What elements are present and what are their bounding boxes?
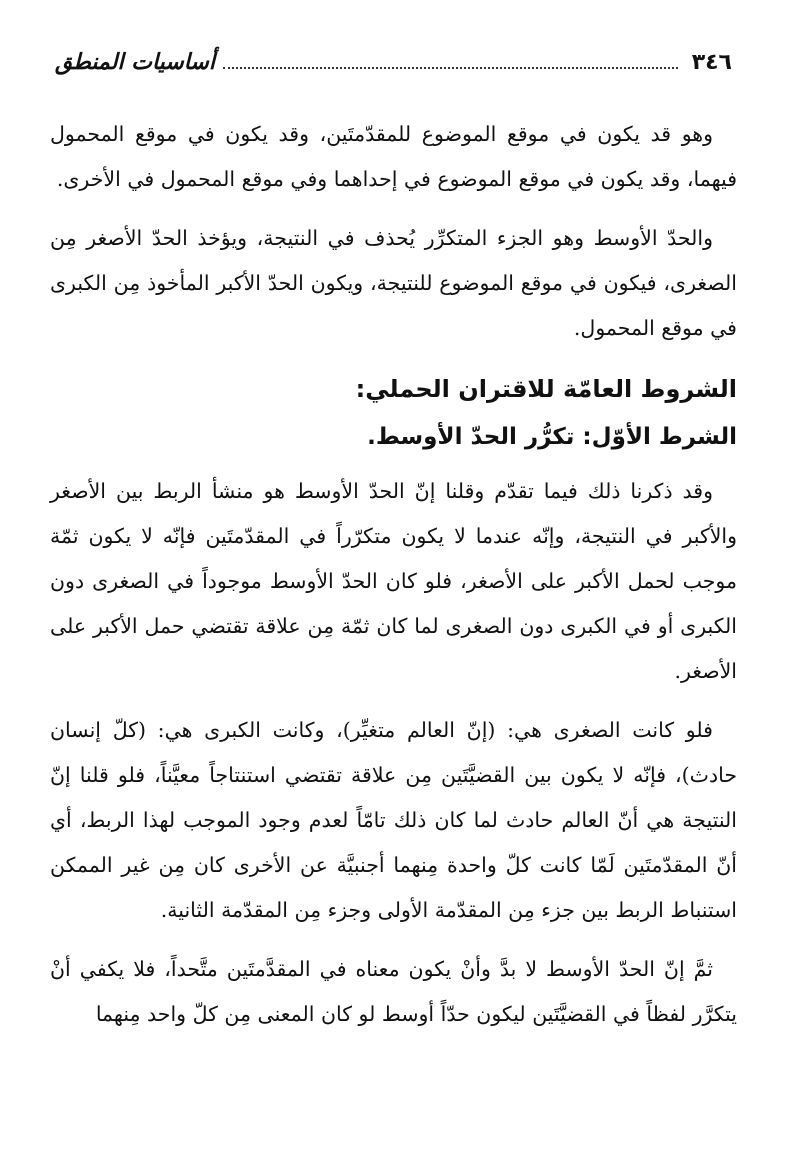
page-body <box>50 112 737 1051</box>
paragraph-3: وقد ذكرنا ذلك فيما تقدّم وقلنا إنّ الحدّ الأوسط هو منشأ الربط بين الأصغر والأكبر في النتيجة، وإنّه عندما لا يكون متكرّراً في المقدّمتَين فإنّه لا يكون ثمّة موجب لحمل الأكبر على الأصغر، فلو كان الحدّ الأوسط موجوداً في الصغرى دون الكبرى أو في الكبرى دون الصغرى لما كان ثمّة مِن علاقة تقتضي حمل الأكبر على الأصغر. <box>50 479 737 683</box>
running-header <box>55 40 732 84</box>
paragraph-5: ثمَّ إنّ الحدّ الأوسط لا بدَّ وأنْ يكون معناه في المقدَّمتَين متَّحداً، فلا يكفي أنْ يتكرَّر لفظاً في القضيَّتَين ليكون حدّاً أوسط لو كان المعنى مِن كلّ واحد مِنهما <box>50 957 737 1026</box>
book-title: أساسيات المنطق <box>55 49 215 75</box>
paragraph-4: فلو كانت الصغرى هي: (إنّ العالم متغيِّر)، وكانت الكبرى هي: (كلّ إنسان حادث)، فإنّه لا يكون بين القضيَّتَين مِن علاقة تقتضي استنتاجاً معيَّناً، فلو قلنا إنّ النتيجة هي أنّ العالم حادث لما كان ذلك تامّاً لعدم وجود الموجب لهذا الربط، أي أنّ المقدّمتَين لَمّا كانت كلّ واحدة مِنهما أجنبيَّة عن الأخرى كان مِن غير الممكن استنباط الربط بين جزء مِن المقدّمة الأولى وجزء مِن المقدّمة الثانية. <box>50 718 737 922</box>
section-heading: الشروط العامّة للاقتران الحملي: <box>355 375 737 403</box>
paragraph-1: وهو قد يكون في موقع الموضوع للمقدّمتَين، وقد يكون في موقع المحمول فيهما، وقد يكون في موقع الموضوع في إحداهما وفي موقع المحمول في الأخرى. <box>50 122 737 191</box>
subsection-heading: الشرط الأوّل: تكرُّر الحدّ الأوسط. <box>367 424 737 450</box>
dotted-leader <box>223 67 678 69</box>
paragraph-2: والحدّ الأوسط وهو الجزء المتكرِّر يُحذف في النتيجة، ويؤخذ الحدّ الأصغر مِن الصغرى، فيكون في موقع الموضوع للنتيجة، ويكون الحدّ الأكبر المأخوذ مِن الكبرى في موقع المحمول. <box>50 226 737 340</box>
page-number: ٣٤٦ <box>691 49 732 75</box>
